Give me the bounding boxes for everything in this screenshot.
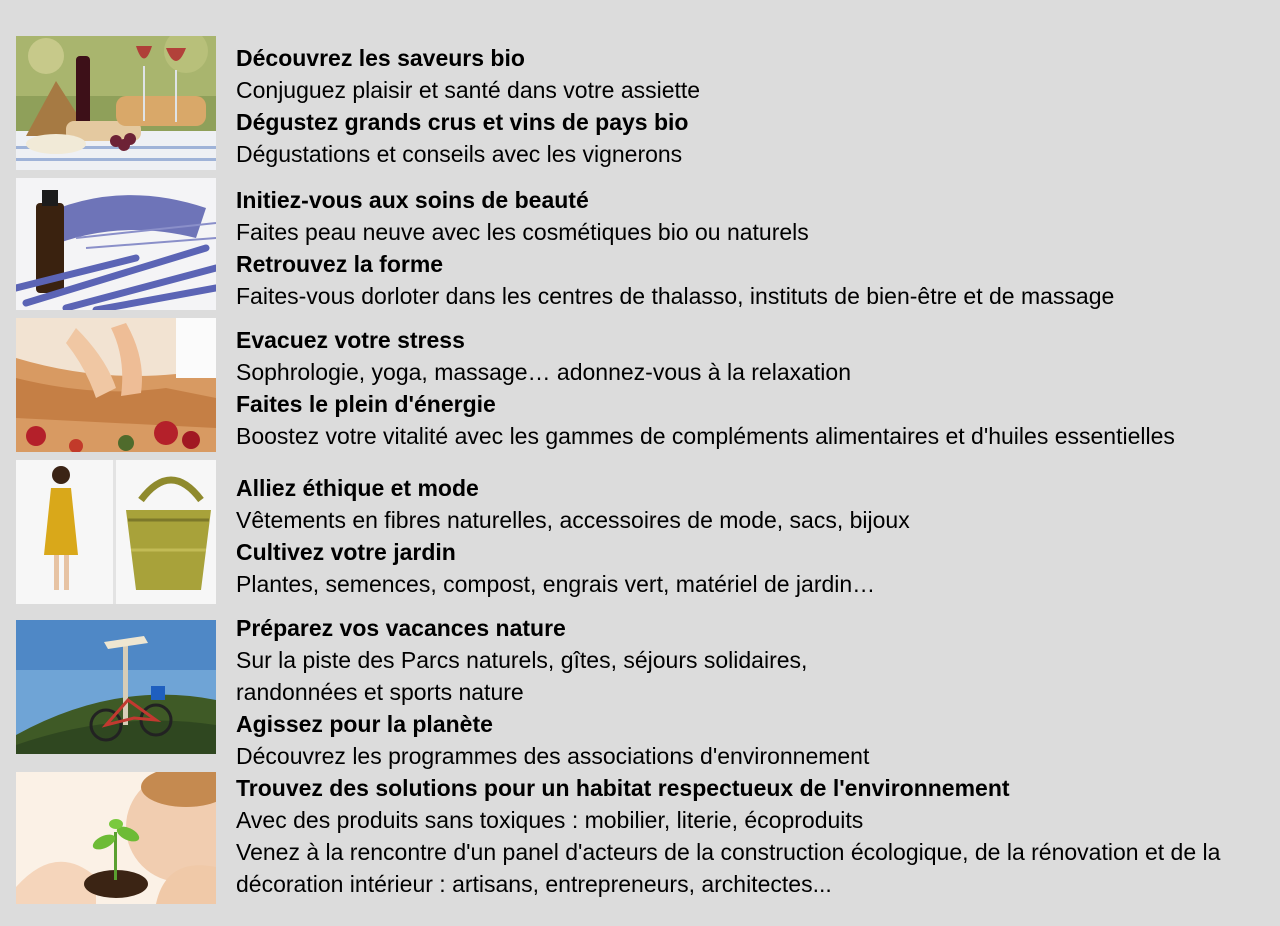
bicycle-signpost-photo — [16, 620, 216, 754]
item-title[interactable]: Agissez pour la planète — [236, 711, 493, 737]
item-description-line: décoration intérieur : artisans, entrepreneurs, architectes... — [236, 871, 832, 897]
item-title[interactable]: Evacuez votre stress — [236, 327, 465, 353]
item-description: Boostez votre vitalité avec les gammes de compléments alimentaires et d'huiles essentielles — [236, 423, 1175, 449]
item-description: Découvrez les programmes des associations d'environnement — [236, 743, 870, 769]
item-description: Faites-vous dorloter dans les centres de thalasso, instituts de bien-être et de massage — [236, 283, 1115, 309]
item-description: Faites peau neuve avec les cosmétiques bio ou naturels — [236, 219, 809, 245]
section-stress-energy — [236, 324, 1276, 452]
item-description-line: Venez à la rencontre d'un panel d'acteurs de la construction écologique, de la rénovation et de la — [236, 839, 1221, 865]
section-habitat — [236, 772, 1276, 900]
section-holidays-planet — [236, 612, 1276, 772]
section-beauty-wellness — [236, 184, 1276, 312]
wine-picnic-photo — [16, 36, 216, 170]
item-description-line: randonnées et sports nature — [236, 679, 524, 705]
item-title[interactable]: Dégustez grands crus et vins de pays bio — [236, 109, 689, 135]
item-title[interactable]: Retrouvez la forme — [236, 251, 444, 277]
item-title[interactable]: Initiez-vous aux soins de beauté — [236, 187, 589, 213]
item-description: Avec des produits sans toxiques : mobilier, literie, écoproduits — [236, 807, 864, 833]
item-description: Dégustations et conseils avec les vignerons — [236, 141, 683, 167]
item-description: Vêtements en fibres naturelles, accessoires de mode, sacs, bijoux — [236, 507, 910, 533]
section-food-wine — [236, 42, 1276, 170]
item-description: Plantes, semences, compost, engrais vert, matériel de jardin… — [236, 571, 876, 597]
lavender-oil-photo — [16, 178, 216, 310]
item-description: Sophrologie, yoga, massage… adonnez-vous à la relaxation — [236, 359, 851, 385]
item-title[interactable]: Cultivez votre jardin — [236, 539, 456, 565]
fashion-bag-photo — [16, 460, 216, 604]
item-title[interactable]: Trouvez des solutions pour un habitat respectueux de l'environnement — [236, 775, 1010, 801]
item-description-line: Sur la piste des Parcs naturels, gîtes, séjours solidaires, — [236, 647, 808, 673]
child-seedling-photo — [16, 772, 216, 904]
item-title[interactable]: Alliez éthique et mode — [236, 475, 479, 501]
item-title[interactable]: Préparez vos vacances nature — [236, 615, 566, 641]
section-fashion-garden — [236, 472, 1276, 600]
item-title[interactable]: Découvrez les saveurs bio — [236, 45, 525, 71]
item-description: Conjuguez plaisir et santé dans votre assiette — [236, 77, 701, 103]
item-title[interactable]: Faites le plein d'énergie — [236, 391, 496, 417]
massage-photo — [16, 318, 216, 452]
